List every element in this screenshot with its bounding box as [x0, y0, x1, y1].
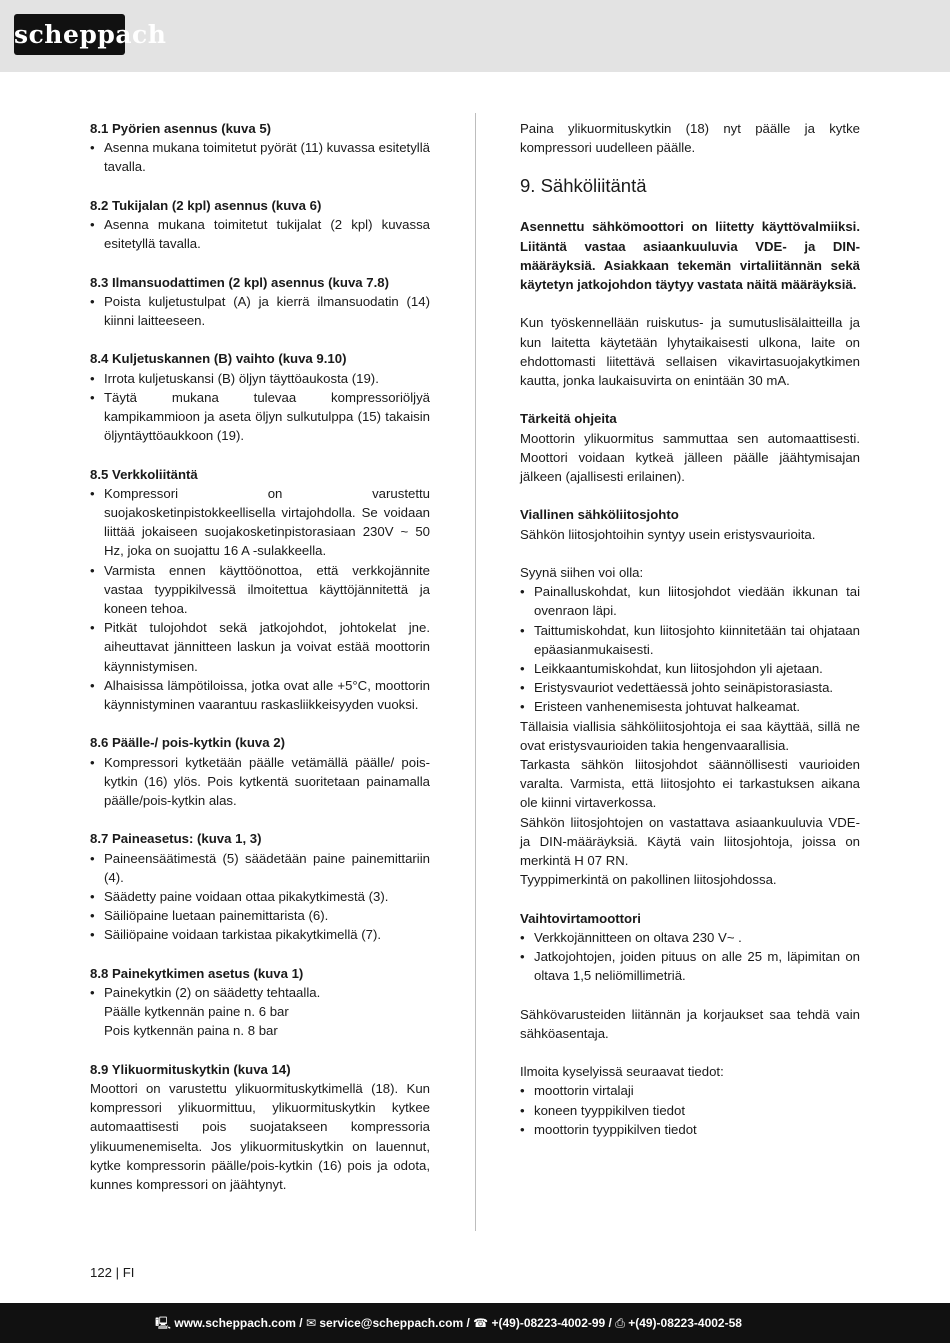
- list-item: • Taittumiskohdat, kun liitosjohto kiinnitetään tai ohjataan epäasianmukaisesti.: [520, 621, 860, 659]
- rcd-paragraph: Kun työskennellään ruiskutus- ja sumutuslisälaitteilla ja kun laitetta käytetään lyhytaikaisesti ulkona, laite on ehdottomasti liitettävä sellaisen vikavirtasuojakytkimen kautta, jonka laukaisuvirta on enintään 30 mA.: [520, 315, 860, 389]
- list-item: • Säiliöpaine luetaan painemittarista (6).: [90, 906, 430, 925]
- section-8-9: [90, 1060, 430, 1194]
- scheppach-logo: scheppach: [14, 14, 125, 55]
- list-item: • Poista kuljetustulpat (A) ja kierrä ilmansuodatin (14) kiinni laitteeseen.: [90, 292, 430, 330]
- list-item: • Kompressori kytketään päälle vetämällä päälle/ pois-kytkin (16) ylös. Pois kytkentä suoritetaan painamalla päälle/pois-kytkin alas.: [90, 753, 430, 811]
- list-item: • Painekytkin (2) on säädetty tehtaalla.: [90, 983, 430, 1002]
- right-column: [520, 119, 860, 1139]
- footer-fax: +(49)-08223-4002-58: [628, 1316, 742, 1330]
- faulty-cable: [520, 505, 860, 543]
- causes-lead: Syynä siihen voi olla:: [520, 565, 644, 580]
- mail-icon: ✉: [305, 1316, 317, 1330]
- subsection-title: Viallinen sähköliitosjohto: [520, 507, 679, 523]
- list-item: • Eristeen vanhenemisesta johtuvat halkeamat.: [520, 697, 860, 716]
- list-item: • Pitkät tulojohdot sekä jatkojohdot, johtokelat jne. aiheuttavat jännitteen laskun ja voivat estää moottorin käynnistymisen.: [90, 618, 430, 676]
- footer-email[interactable]: service@scheppach.com /: [319, 1316, 470, 1330]
- inquiries-lead: Ilmoita kyselyissä seuraavat tiedot:: [520, 1064, 724, 1080]
- column-divider: [475, 113, 476, 1231]
- footer-band: [0, 1303, 950, 1343]
- section-8-3: [90, 273, 430, 331]
- fax-icon: ⎙: [615, 1316, 625, 1330]
- computer-icon: 🖳: [155, 1316, 172, 1330]
- list-item: • moottorin virtalaji: [520, 1081, 860, 1100]
- section-title: 8.4 Kuljetuskannen (B) vaihto (kuva 9.10): [90, 351, 347, 367]
- section-8-6: [90, 733, 430, 810]
- ac-motor: [520, 909, 860, 986]
- page-number: 122 | FI: [90, 1265, 135, 1280]
- causes-text: Tyyppimerkintä on pakollinen liitosjohdossa.: [520, 872, 777, 888]
- list-item-continuation: Päälle kytkennän paine n. 6 bar: [104, 1004, 289, 1020]
- intro-paragraph: Paina ylikuormituskytkin (18) nyt päälle ja kytke kompressori uudelleen päälle.: [520, 121, 860, 156]
- subsection-text: Sähkön liitosjohtoihin syntyy usein eristysvaurioita.: [520, 526, 816, 542]
- section-paragraph: Moottori on varustettu ylikuormituskytkimellä (18). Kun kompressori ylikuormittuu, ylikuormituskytkin kytkee automaattisesti pois suojatakseen kompressoria ylikuumenemiselta. Jos ylikuormituskytkin on lauennut, kytke kompressorin päälle/pois-kytkin (16) pois ja odota, kunnes kompressori on jäähtynyt.: [90, 1081, 430, 1193]
- list-item-continuation: Pois kytkennän paina n. 8 bar: [104, 1023, 278, 1039]
- list-item: • Jatkojohtojen, joiden pituus on alle 25 m, läpimitan on oltava 1,5 neliömillimetriä.: [520, 947, 860, 985]
- section-title: 8.1 Pyörien asennus (kuva 5): [90, 121, 272, 136]
- section-title: 8.3 Ilmansuodattimen (2 kpl) asennus (kuva 7.8): [90, 274, 390, 290]
- list-item: • Eristysvauriot vedettäessä johto seinäpistorasiasta.: [520, 678, 860, 697]
- subsection-title: Vaihtovirtamoottori: [520, 910, 641, 926]
- subsection-title: Tärkeitä ohjeita: [520, 411, 617, 427]
- list-item: • Painalluskohdat, kun liitosjohdot viedään ikkunan tai ovenraon läpi.: [520, 582, 860, 620]
- section-title: 8.8 Painekytkimen asetus (kuva 1): [90, 965, 304, 981]
- causes-text: Sähkön liitosjohtojen on vastattava asiaankuuluvia VDE- ja DIN-määräyksiä. Käytä vain liitosjohtoja, joissa on merkintä H 07 RN.: [520, 814, 860, 869]
- list-item: • Säiliöpaine voidaan tarkistaa pikakytkimellä (7).: [90, 925, 430, 944]
- section-title: 8.2 Tukijalan (2 kpl) asennus (kuva 6): [90, 197, 322, 213]
- phone-icon: ☎: [473, 1316, 489, 1330]
- causes-text: Tällaisia viallisia sähköliitosjohtoja ei saa käyttää, sillä ne ovat eristysvaurioiden takia hengenvaarallisia.: [520, 718, 860, 753]
- section-title: 8.6 Päälle-/ pois-kytkin (kuva 2): [90, 735, 285, 751]
- footer-phone: +(49)-08223-4002-99 /: [491, 1316, 612, 1330]
- section-title: 8.9 Ylikuormituskytkin (kuva 14): [90, 1061, 291, 1077]
- footer-contact: [155, 1303, 742, 1343]
- list-item: • Verkkojännitteen on oltava 230 V~ .: [520, 928, 860, 947]
- list-item: • Säädetty paine voidaan ottaa pikakytkimestä (3).: [90, 887, 430, 906]
- inquiries: [520, 1062, 860, 1139]
- list-item: • moottorin tyyppikilven tiedot: [520, 1120, 860, 1139]
- section-8-5: [90, 465, 430, 715]
- bold-paragraph: Asennettu sähkömoottori on liitetty käyttövalmiiksi. Liitäntä vastaa asiaankuuluvia VDE- ja DIN-määräyksiä. Asiakkaan tekemän virtaliitännän sekä käytetyn jatkojohdon täytyy vastata näitä määräyksiä.: [520, 219, 860, 293]
- header-band: [0, 0, 950, 72]
- chapter-heading: 9. Sähköliitäntä: [520, 175, 647, 197]
- list-item: • Leikkaantumiskohdat, kun liitosjohdon yli ajetaan.: [520, 659, 860, 678]
- list-item: • Täytä mukana tulevaa kompressoriöljyä kampikammioon ja aseta öljyn sulkutulppa (15) takaisin öljyntäyttöaukkoon (19).: [90, 388, 430, 446]
- footer-website[interactable]: www.scheppach.com /: [174, 1316, 303, 1330]
- list-item: • Varmista ennen käyttöönottoa, että verkkojännite vastaa tyyppikilvessä ilmoitettua käyttöjännitettä ja koneen tehoa.: [90, 561, 430, 619]
- section-8-8: [90, 964, 430, 1041]
- section-8-4: [90, 349, 430, 445]
- list-item: • Asenna mukana toimitetut tukijalat (2 kpl) kuvassa esitetyllä tavalla.: [90, 215, 430, 253]
- section-8-1: [90, 119, 430, 177]
- subsection-text: Moottorin ylikuormitus sammuttaa sen automaattisesti. Moottori voidaan kytkeä jälleen päälle jäähtymisajan jälkeen (ajallisesti erilainen).: [520, 430, 860, 485]
- important-notes: [520, 409, 860, 486]
- section-8-2: [90, 196, 430, 254]
- repairs-paragraph: Sähkövarusteiden liitännän ja korjaukset saa tehdä vain sähköasentaja.: [520, 1006, 860, 1041]
- list-item: • Kompressori on varustettu suojakosketinpistokkeellisella virtajohdolla. Se voidaan liittää jokaiseen suojakosketinpistorasiaan 230V ~ 50 Hz, joka on suojattu 16 A -sulakkeella.: [90, 484, 430, 561]
- list-item: • Paineensäätimestä (5) säädetään paine painemittariin (4).: [90, 849, 430, 887]
- section-title: 8.5 Verkkoliitäntä: [90, 466, 198, 482]
- section-8-7: [90, 829, 430, 944]
- causes-text: Tarkasta sähkön liitosjohdot säännöllisesti vaurioiden varalta. Varmista, että liitosjohto ei tarkastuksen aikana ole kiinni virtaverkossa.: [520, 757, 860, 811]
- section-title: 8.7 Paineasetus: (kuva 1, 3): [90, 831, 262, 847]
- list-item: • Asenna mukana toimitetut pyörät (11) kuvassa esitetyllä tavalla.: [90, 138, 430, 176]
- causes: [520, 563, 860, 889]
- left-column: [90, 119, 430, 1213]
- list-item: • Irrota kuljetuskansi (B) öljyn täyttöaukosta (19).: [90, 369, 430, 388]
- list-item: • Alhaisissa lämpötiloissa, jotka ovat alle +5°C, moottorin käynnistyminen vaarantuu raskasliikkeisyyden vuoksi.: [90, 676, 430, 714]
- list-item: • koneen tyyppikilven tiedot: [520, 1101, 860, 1120]
